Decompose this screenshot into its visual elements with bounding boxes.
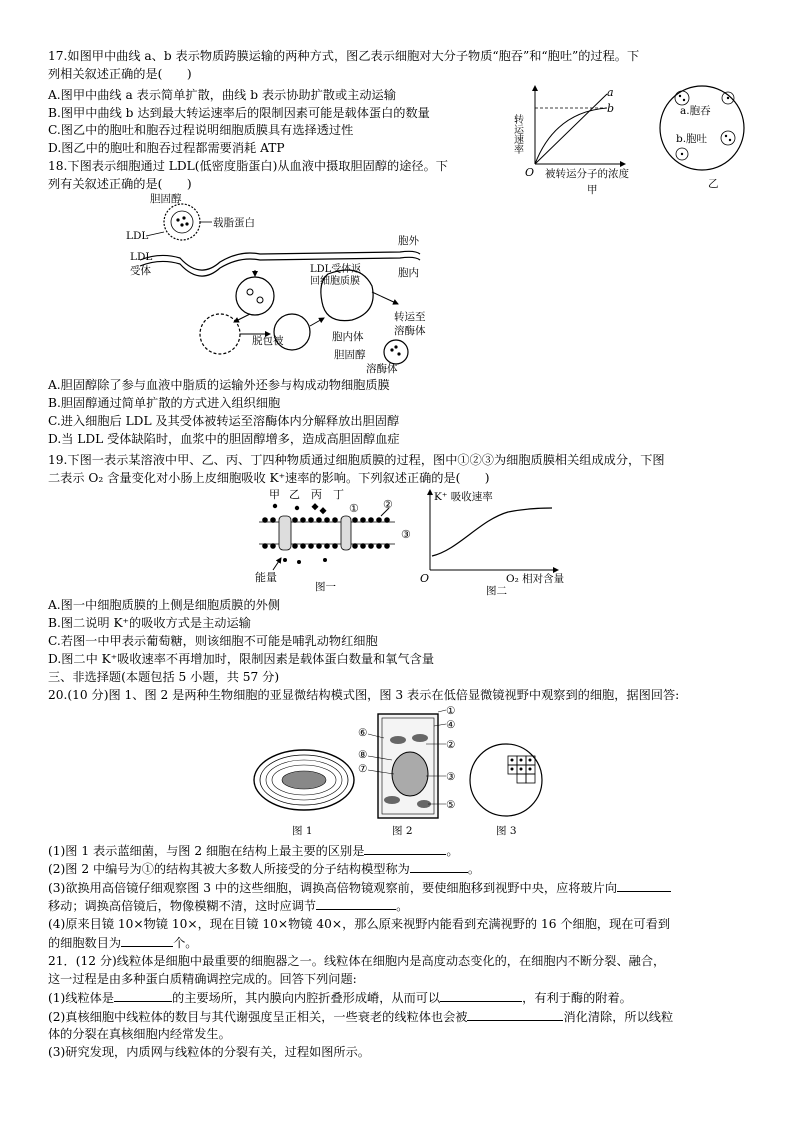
fig1-caption: 图一 bbox=[315, 581, 336, 593]
q20-blank-3[interactable] bbox=[617, 879, 671, 892]
q20-blank-2[interactable] bbox=[410, 860, 468, 873]
fig2-label-4: ④ bbox=[446, 719, 456, 731]
jia-xlabel: 被转运分子的浓度 bbox=[545, 168, 629, 180]
yi-label-a: a.胞吞 bbox=[680, 105, 711, 117]
q18-option-d: D.当 LDL 受体缺陷时，血浆中的胆固醇增多，造成高胆固醇血症 bbox=[48, 432, 400, 446]
curve-b-label: b bbox=[607, 102, 615, 115]
fig2-label-6: ⑥ bbox=[358, 727, 368, 739]
q21-part2-line2: 体的分裂在真核细胞内经常发生。 bbox=[48, 1027, 231, 1041]
label-to-lysosome-1: 转运至 bbox=[394, 311, 426, 323]
label-cholesterol-2: 胆固醇 bbox=[334, 349, 366, 361]
fig1-ding: 丁 bbox=[333, 488, 344, 501]
fig3-caption: 图 3 bbox=[496, 825, 517, 837]
fig2-ylabel: K⁺ 吸收速率 bbox=[434, 491, 493, 503]
fig2-label-8: ⑧ bbox=[358, 749, 368, 761]
label-return-1: LDL受体返 bbox=[310, 264, 362, 275]
q19-option-a: A.图一中细胞质膜的上侧是细胞质膜的外侧 bbox=[48, 598, 281, 612]
q21-part3: (3)研究发现，内质网与线粒体的分裂有关，过程如图所示。 bbox=[48, 1045, 370, 1059]
fig2-origin: O bbox=[420, 572, 430, 585]
label-return-2: 回细胞质膜 bbox=[310, 276, 360, 287]
q20-part4-line1: (4)原来目镜 10×物镜 10×，现在目镜 10×物镜 40×，那么原来视野内能看到充满视野的 16 个细胞，现在可看到 bbox=[48, 917, 671, 931]
q19-stem-line2: 二表示 O₂ 含量变化对小肠上皮细胞吸收 K⁺速率的影响。下列叙述正确的是( ) bbox=[48, 471, 490, 485]
label-ldl: LDL bbox=[126, 230, 149, 242]
jia-origin: O bbox=[525, 166, 535, 179]
q18-option-a: A.胆固醇除了参与血液中脂质的运输外还参与构成动物细胞质膜 bbox=[48, 378, 390, 392]
q19-option-d: D.图二中 K⁺吸收速率不再增加时，限制因素是载体蛋白数量和氧气含量 bbox=[48, 652, 435, 666]
q18-ldl-diagram bbox=[120, 192, 450, 375]
q20-blank-4[interactable] bbox=[316, 897, 396, 910]
yi-caption: 乙 bbox=[708, 178, 719, 190]
section-heading: 三、非选择题(本题包括 5 小题，共 57 分) bbox=[48, 670, 280, 684]
label-receptor: 受体 bbox=[130, 265, 151, 277]
q20-stem: 20.(10 分)图 1、图 2 是两种生物细胞的亚显微结构模式图，图 3 表示在低倍显微镜视野中观察到的细胞，据图回答: bbox=[48, 688, 680, 702]
q20-figure-1 bbox=[252, 748, 358, 838]
q21-stem-line1: 21．(12 分)线粒体是细胞中最重要的细胞器之一。线粒体在细胞内是高度动态变化的，在细胞内不断分裂、融合， bbox=[48, 954, 666, 968]
q19-option-c: C.若图一中甲表示葡萄糖，则该细胞不可能是哺乳动物红细胞 bbox=[48, 634, 378, 648]
fig1-energy: 能量 bbox=[255, 571, 277, 584]
label-cholesterol: 胆固醇 bbox=[150, 193, 182, 205]
fig1-bing: 丙 bbox=[311, 488, 322, 501]
q17-figure-jia bbox=[511, 82, 635, 196]
q18-option-b: B.胆固醇通过简单扩散的方式进入组织细胞 bbox=[48, 396, 281, 410]
label-to-lysosome-2: 溶酶体 bbox=[394, 325, 426, 337]
label-uncoat: 脱包被 bbox=[252, 335, 284, 347]
q21-blank-3[interactable] bbox=[467, 1008, 563, 1021]
q21-part1: (1)线粒体是 的主要场所，其内膜向内腔折叠形成嵴，从而可以 ，有利于酶的附着。 bbox=[48, 991, 632, 1005]
q17-option-d: D.图乙中的胞吐和胞吞过程都需要消耗 ATP bbox=[48, 141, 285, 155]
fig2-label-3: ③ bbox=[446, 771, 456, 783]
q18-stem-line1: 18.下图表示细胞通过 LDL(低密度脂蛋白)从血液中摄取胆固醇的途径。下 bbox=[48, 159, 448, 173]
q18-option-c: C.进入细胞后 LDL 及其受体被转运至溶酶体内分解释放出胆固醇 bbox=[48, 414, 400, 428]
fig2-label-5: ⑤ bbox=[446, 799, 456, 811]
q21-stem-line2: 这一过程是由多种蛋白质精确调控完成的。回答下列问题: bbox=[48, 972, 357, 986]
fig1-n1: ① bbox=[349, 502, 359, 515]
q20-part3-line2: 移动；调换高倍镜后，物像模糊不清，这时应调节 。 bbox=[48, 899, 409, 913]
q17-option-b: B.图甲中曲线 b 达到最大转运速率后的限制因素可能是载体蛋白的数量 bbox=[48, 106, 430, 120]
fig2-label-2: ② bbox=[446, 739, 456, 751]
q17-figure-yi bbox=[652, 82, 752, 192]
q21-part2-line1: (2)真核细胞中线粒体的数目与其代谢强度呈正相关，一些衰老的线粒体也会被 消化清除，所以线粒 bbox=[48, 1010, 674, 1024]
fig1-n2: ② bbox=[383, 498, 393, 511]
q17-stem-line2: 列相关叙述正确的是( ) bbox=[48, 67, 192, 81]
q17-option-c: C.图乙中的胞吐和胞吞过程说明细胞质膜具有选择透过性 bbox=[48, 123, 354, 137]
q20-blank-1[interactable] bbox=[364, 842, 446, 855]
fig2-xlabel: O₂ 相对含量 bbox=[506, 573, 565, 585]
q19-stem-line1: 19.下图一表示某溶液中甲、乙、丙、丁四种物质通过细胞质膜的过程，图中①②③为细胞质膜相关组成成分，下图 bbox=[48, 453, 665, 467]
q20-part3-line1: (3)欲换用高倍镜仔细观察图 3 中的这些细胞，调换高倍物镜观察前，要使细胞移到视野中央，应将玻片向 bbox=[48, 879, 671, 897]
q19-k-uptake-figure bbox=[418, 486, 568, 597]
curve-a-label: a bbox=[607, 86, 614, 99]
curve-b bbox=[535, 108, 607, 164]
label-lysosome: 溶酶体 bbox=[366, 363, 398, 375]
jia-ylabel: 转运速率 bbox=[511, 114, 523, 154]
fig2-caption: 图 2 bbox=[392, 825, 413, 837]
q20-figure-2 bbox=[354, 704, 464, 838]
fig1-n3: ③ bbox=[401, 528, 411, 541]
q20-part4-line2: 的细胞数目为 个。 bbox=[48, 936, 198, 950]
fig1-jia: 甲 bbox=[269, 488, 280, 501]
k-uptake-curve bbox=[432, 508, 552, 556]
fig1-caption: 图 1 bbox=[292, 825, 313, 837]
q19-option-b: B.图二说明 K⁺的吸收方式是主动运输 bbox=[48, 616, 251, 630]
q20-part2: (2)图 2 中编号为①的结构其被大多数人所接受的分子结构模型称为 。 bbox=[48, 862, 481, 876]
q20-figure-3 bbox=[468, 742, 548, 838]
label-outside: 胞外 bbox=[398, 235, 419, 247]
curve-a bbox=[535, 94, 607, 164]
label-inside: 胞内 bbox=[398, 267, 419, 279]
q20-part1: (1)图 1 表示蓝细菌，与图 2 细胞在结构上最主要的区别是 。 bbox=[48, 844, 459, 858]
q17-stem-line1: 17.如图甲中曲线 a、b 表示物质跨膜运输的两种方式，图乙表示细胞对大分子物质“胞吞”和“胞吐”的过程。下 bbox=[48, 49, 640, 63]
label-endosome: 胞内体 bbox=[332, 331, 364, 343]
fig2-label-7: ⑦ bbox=[358, 763, 368, 775]
q18-stem-line2: 列有关叙述正确的是( ) bbox=[48, 177, 192, 191]
label-ldl-receptor: LDL bbox=[130, 251, 153, 263]
q20-blank-5[interactable] bbox=[121, 934, 173, 947]
jia-caption: 甲 bbox=[587, 184, 598, 196]
label-apolipoprotein: 载脂蛋白 bbox=[213, 217, 255, 229]
yi-label-b: b.胞吐 bbox=[676, 133, 708, 145]
q21-blank-1[interactable] bbox=[114, 989, 172, 1002]
fig2-caption: 图二 bbox=[486, 585, 507, 597]
q17-option-a: A.图甲中曲线 a 表示简单扩散，曲线 b 表示协助扩散或主动运输 bbox=[48, 88, 396, 102]
fig1-yi: 乙 bbox=[289, 488, 300, 501]
q19-membrane-figure bbox=[255, 486, 411, 594]
fig2-label-1: ① bbox=[446, 705, 456, 717]
q21-blank-2[interactable] bbox=[440, 989, 522, 1002]
